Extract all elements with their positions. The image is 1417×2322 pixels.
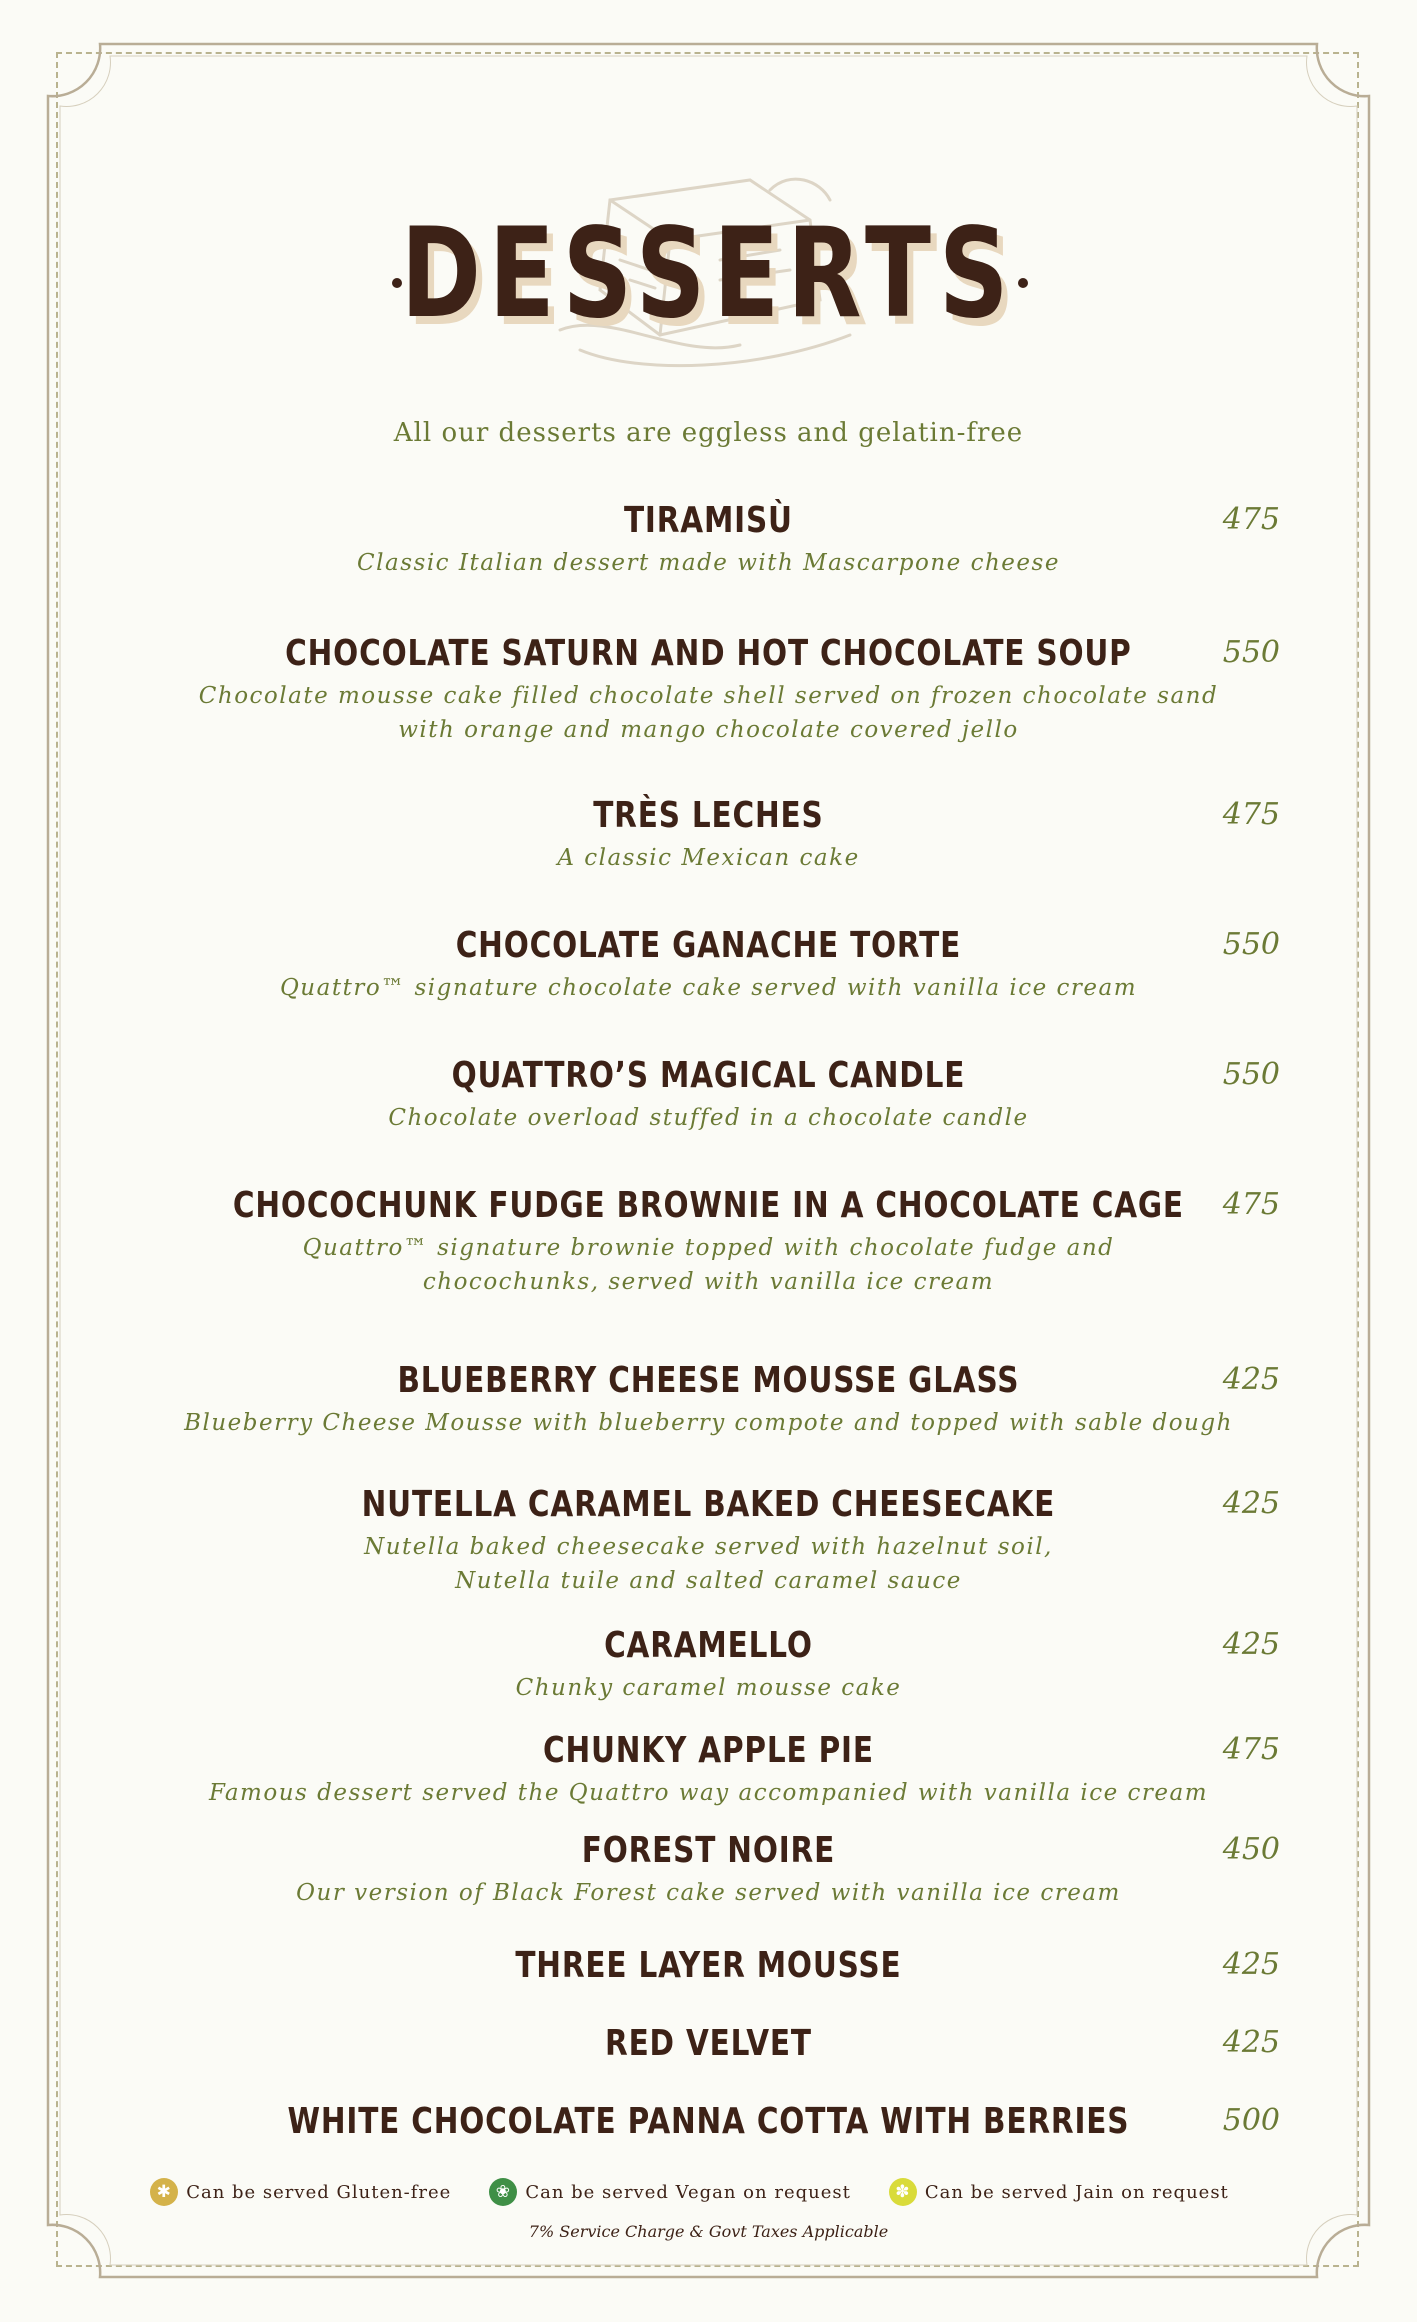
title-block — [0, 150, 1417, 390]
menu-item-name: FOREST NOIRE — [581, 1830, 836, 1871]
dietary-legend — [0, 2178, 1417, 2206]
menu-subtitle: All our desserts are eggless and gelatin-free — [393, 418, 1024, 448]
menu-item-price: 550 — [1222, 635, 1280, 670]
menu-item-name: CHOCOCHUNK FUDGE BROWNIE IN A CHOCOLATE CAGE — [232, 1185, 1184, 1226]
menu-item-description: Nutella baked cheesecake served with hazelnut soil, — [364, 1534, 1053, 1560]
menu-item-description: Famous dessert served the Quattro way accompanied with vanilla ice cream — [208, 1780, 1209, 1806]
menu-item-name: BLUEBERRY CHEESE MOUSSE GLASS — [397, 1360, 1020, 1401]
menu-item-description: Quattro™ signature chocolate cake served with vanilla ice cream — [279, 975, 1138, 1001]
vegan-icon: ❀ — [489, 2178, 517, 2206]
menu-item-price: 550 — [1222, 927, 1280, 962]
gluten-free-icon: ✱ — [150, 2178, 178, 2206]
menu-item-price: 475 — [1222, 1187, 1280, 1222]
menu-item-description: with orange and mango chocolate covered jello — [398, 717, 1019, 743]
menu-item-name: RED VELVET — [605, 2023, 812, 2064]
menu-item-price: 425 — [1222, 2025, 1280, 2060]
menu-item-price: 425 — [1222, 1947, 1280, 1982]
jain-icon: ✽ — [889, 2178, 917, 2206]
page-title: DESSERTS — [400, 202, 1017, 346]
menu-item-name: TIRAMISÙ — [623, 500, 793, 541]
menu-item-name: TRÈS LECHES — [593, 795, 824, 836]
service-charge-note: 7% Service Charge & Govt Taxes Applicable — [528, 2222, 889, 2241]
menu-item-description: Quattro™ signature brownie topped with chocolate fudge and — [302, 1235, 1115, 1261]
legend-vegan: Can be served Vegan on request — [525, 2181, 851, 2203]
menu-item-description: A classic Mexican cake — [557, 845, 860, 871]
menu-item-description: Chocolate mousse cake filled chocolate shell served on frozen chocolate sand — [198, 683, 1219, 709]
legend-jain: Can be served Jain on request — [924, 2181, 1229, 2203]
menu-item-description: Chunky caramel mousse cake — [515, 1675, 902, 1701]
menu-item-price: 475 — [1222, 1732, 1280, 1767]
menu-item-price: 475 — [1222, 502, 1280, 537]
menu-item-description: Chocolate overload stuffed in a chocolate candle — [388, 1105, 1029, 1131]
menu-item-name: QUATTRO’S MAGICAL CANDLE — [451, 1055, 966, 1096]
menu-item-price: 550 — [1222, 1057, 1280, 1092]
title-dot-right — [1018, 278, 1028, 288]
menu-item-description: Blueberry Cheese Mousse with blueberry compote and topped with sable dough — [184, 1410, 1233, 1436]
menu-item-description: Classic Italian dessert made with Mascarpone cheese — [357, 550, 1060, 576]
menu-item-price: 425 — [1222, 1627, 1280, 1662]
menu-item-name: NUTELLA CARAMEL BAKED CHEESECAKE — [361, 1484, 1056, 1525]
menu-item-price: 425 — [1222, 1486, 1280, 1521]
legend-gluten-free: Can be served Gluten-free — [186, 2181, 452, 2203]
menu-item-description: chocochunks, served with vanilla ice cream — [422, 1269, 995, 1295]
menu-item-price: 450 — [1222, 1832, 1280, 1867]
menu-item-price: 500 — [1222, 2103, 1280, 2138]
menu-item-name: WHITE CHOCOLATE PANNA COTTA WITH BERRIES — [287, 2101, 1130, 2142]
menu-item-price: 425 — [1222, 1362, 1280, 1397]
menu-item-name: CHUNKY APPLE PIE — [542, 1730, 874, 1771]
menu-item-name: CARAMELLO — [604, 1625, 813, 1666]
menu-item-name: CHOCOLATE SATURN AND HOT CHOCOLATE SOUP — [285, 633, 1132, 674]
menu-item-name: THREE LAYER MOUSSE — [515, 1945, 902, 1986]
menu-item-description: Nutella tuile and salted caramel sauce — [455, 1568, 962, 1594]
menu-item-name: CHOCOLATE GANACHE TORTE — [455, 925, 962, 966]
menu-item-description: Our version of Black Forest cake served with vanilla ice cream — [296, 1880, 1121, 1906]
menu-item-price: 475 — [1222, 797, 1280, 832]
